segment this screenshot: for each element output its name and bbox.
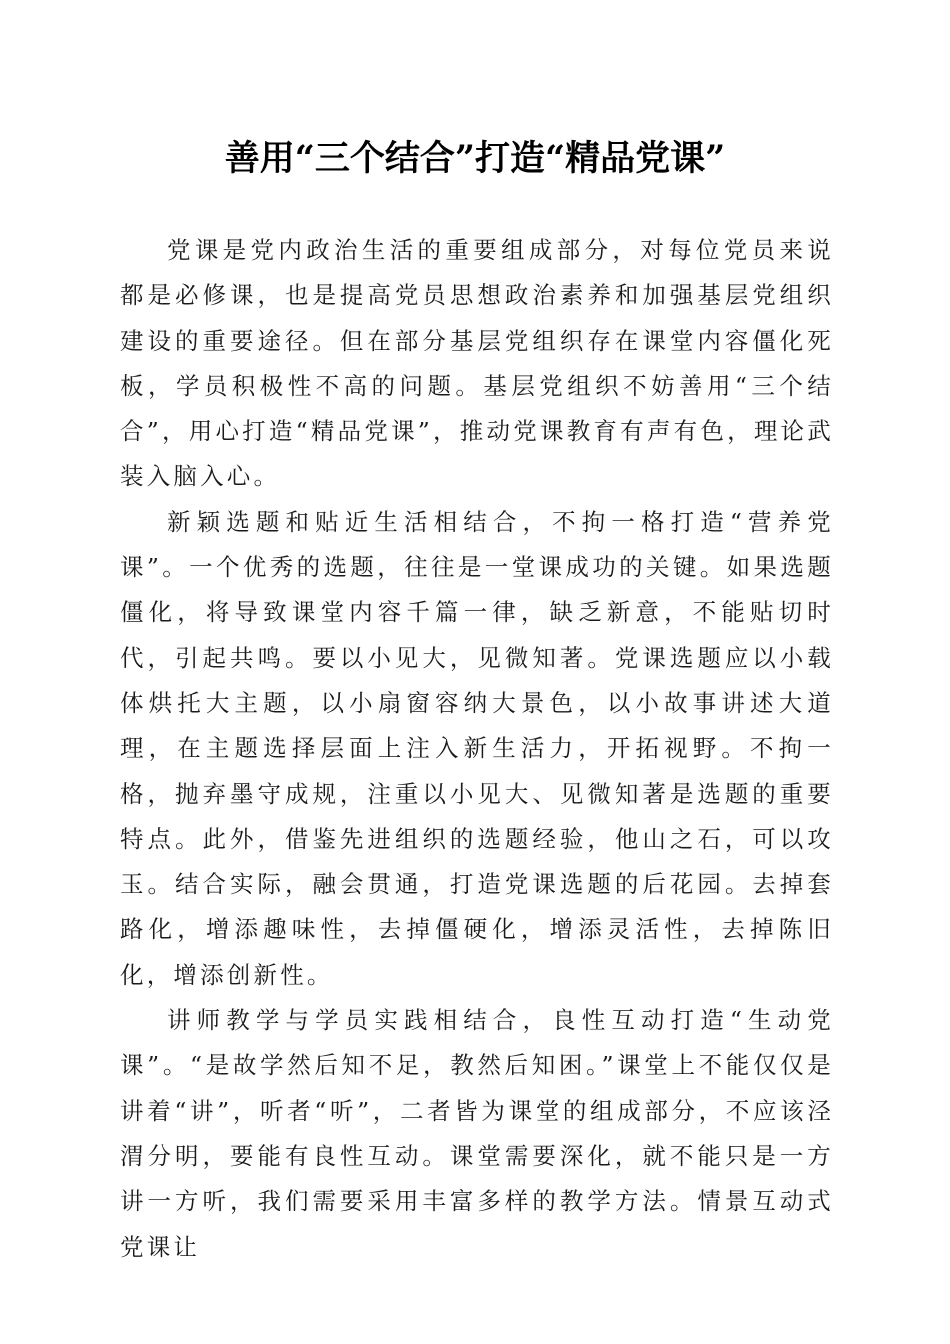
paragraph-intro: 党课是党内政治生活的重要组成部分，对每位党员来说都是必修课，也是提高党员思想政治素养和加强基层党组织建设的重要途径。但在部分基层党组织存在课堂内容僵化死板，学员积极性不高的问题。基层党组织不妨善用“三个结合”，用心打造“精品党课”，推动党课教育有声有色，理论武装入脑入心。 xyxy=(120,236,834,491)
document-title: 善用“三个结合”打造“精品党课” xyxy=(224,138,726,179)
paragraph-topic-selection: 新颖选题和贴近生活相结合，不拘一格打造“营养党课”。一个优秀的选题，往往是一堂课成功的关键。如果选题僵化，将导致课堂内容千篇一律，缺乏新意，不能贴切时代，引起共鸣。要以小见大，见微知著。党课选题应以小载体烘托大主题，以小扇窗容纳大景色，以小故事讲述大道理，在主题选择层面上注入新生活力，开拓视野。不拘一格，抛弃墨守成规，注重以小见大、见微知著是选题的重要特点。此外，借鉴先进组织的选题经验，他山之石，可以攻玉。结合实际，融会贯通，打造党课选题的后花园。去掉套路化，增添趣味性，去掉僵硬化，增添灵活性，去掉陈旧化，增添创新性。 xyxy=(120,507,834,989)
document-body xyxy=(120,228,834,1270)
paragraph-teaching-practice: 讲师教学与学员实践相结合，良性互动打造“生动党课”。“是故学然后知不足，教然后知困。”课堂上不能仅仅是讲着“讲”，听者“听”，二者皆为课堂的组成部分，不应该泾渭分明，要能有良性互动。课堂需要深化，就不能只是一方讲一方听，我们需要采用丰富多样的教学方法。情景互动式党课让 xyxy=(120,1006,834,1261)
